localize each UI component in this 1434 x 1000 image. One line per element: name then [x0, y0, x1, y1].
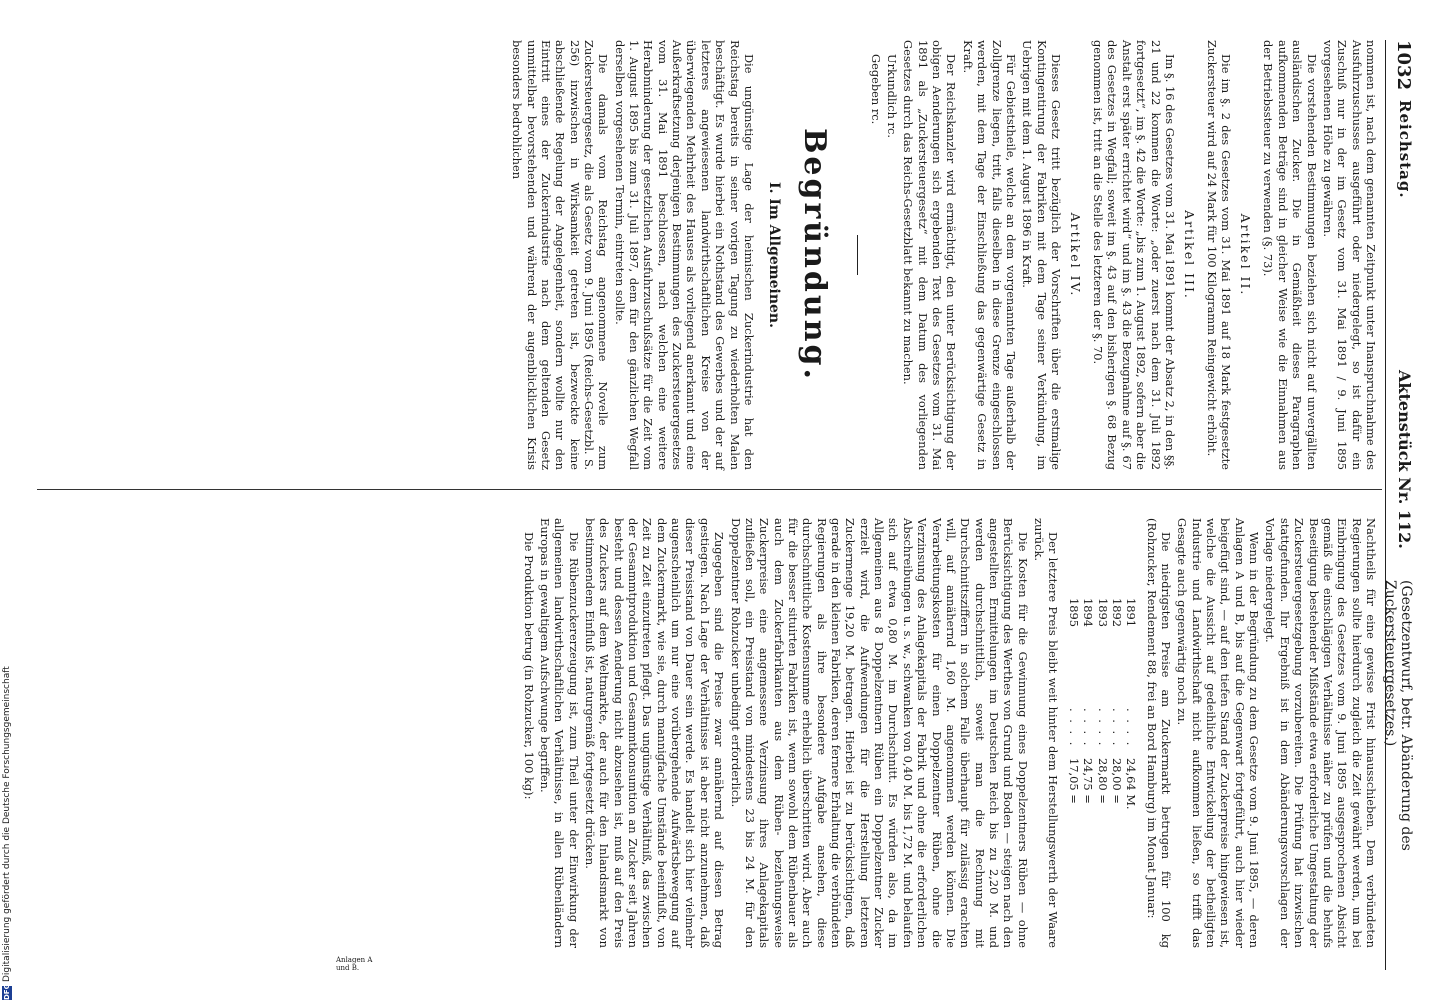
- leader-dots: . . . .: [1124, 708, 1139, 748]
- paragraph: Die Kosten für die Gewinnung eines Doppelzentners Rüben — ohne Berücksichtigung des Werthes von Grund und Boden — steigen nach den angestellten Ermittelungen im Deutschen Reich bis zu 2,20 M. und werden durchschnittlich, soweit man die Rechnung mit Durchschnittsziffern in solchem Falle überhaupt für zulässig erachten will, auf annähernd 1,60 M. angenommen werden können. Die Verarbeitungskosten für einen Doppelzentner Rüben, ohne die Verzinsung des Anlagekapitals der Fabrik und ohne die erforderlichen Abschreibungen u. s. w., schwanken von 0,40 M. bis 1,72 M. und belaufen sich auf etwa 0,80 M. im Durchschnitt. Es würden also, da im Allgemeinen aus 8 Doppelzentnern Rüben ein Doppelzentner Zucker erzielt wird, die Aufwendungen für die Herstellung letzteren Zuckermenge 19,20 M. betragen. Hierbei ist zu berücksichtigen, daß gerade in den kleinen Fabriken, deren fernere Erhaltung die verbündeten Regierungen als ihre besondere Aufgabe ansehen, diese durchschnittliche Kostensumme erheblich überschritten wird. Aber auch für die besser situirten Fabriken ist, wenn sowohl dem Rübenbauer als auch dem Zuckerfabrikanten aus dem Rüben- beziehungsweise Zuckerpreise eine angemessene Verzinsung ihres Anlagekapitals zufließen soll, ein Preisstand von mindestens 23 bis 24 M. für den Doppelzentner Rohzucker unbedingt erforderlich.: [728, 518, 1030, 948]
- paragraph: Für Gebietstheile, welche an dem vorgenannten Tage außerhalb der Zollgrenze liegen, tritt, falls dieselben in diese Grenze eingeschlossen werden, mit dem Tage der Einschließung das gegenwärtige Gesetz in Kraft.: [960, 40, 1018, 470]
- running-header: [1382, 40, 1416, 970]
- paragraph: Die ungünstige Lage der heimischen Zuckerindustrie hat den Reichstag bereits in seiner vorigen Tagung zu wiederholten Malen beschäftigt. Es wurde hierbei ein Nothstand des Gewerbes und der auf letzteres angewiesenen landwirthschaftlichen Kreise von der überwiegenden Mehrheit des Hauses als vorliegend anerkannt und eine Außerkraftsetzung derjenigen Bestimmungen des Zuckersteuergesetzes vom 31. Mai 1891 beschlossen, nach welchen eine weitere Herabminderung der gesetzlichen Ausfuhrzuschußsätze für die Zeit vom 1. August 1895 bis zum 31. Juli 1897, dem für den gänzlichen Wegfall derselben vorgesehenen Termin, eintreten sollte.: [612, 40, 756, 470]
- paragraph: Die im §. 2 des Gesetzes vom 31. Mai 1891 auf 18 Mark festgesetzte Zuckersteuer wird auf 24 Mark für 100 Kilogramm Reingewicht erhöht.: [1205, 40, 1234, 470]
- column-divider: [37, 489, 1382, 490]
- margin-note: Anlagen A und B.: [336, 956, 373, 972]
- paragraph: Die vorstehenden Bestimmungen beziehen sich nicht auf unvergällten ausländischen Zucker. Die in Gemäßheit dieses Paragraphen aufkommenden Beträge sind in gleicher Weise wie die Einnahmen aus der Betriebssteuer zu verwenden (§. 73).: [1261, 40, 1319, 470]
- header-subtitle: (Gesetzentwurf, betr. Abänderung des Zuckersteuergesetzes.): [1382, 580, 1414, 851]
- begruendung-heading: Begründung.: [797, 128, 833, 382]
- paragraph: Die damals vom Reichstag angenommene Novelle zum Zuckersteuergesetz, die als Gesetz vom 9. Juni 1895 (Reichs-Gesetzbl. S. 256) inzwischen in Wirksamkeit getreten ist, bezweckte keine abschließende Regelung der Angelegenheit, sondern wollte nur den Eintritt eines der Zuckerindustrie nach dem geltenden Gesetz unmittelbar bevorstehenden und während der augenblicklichen Krisis besonders bedrohlichen: [510, 40, 611, 470]
- leader-dots: . . . .: [1109, 708, 1124, 748]
- price-value: 17,05 =: [1066, 758, 1081, 804]
- page-number: 1032: [1393, 40, 1414, 91]
- price-year: 1893: [1095, 598, 1110, 627]
- price-row: [1095, 598, 1109, 838]
- article-heading: Artikel II.: [1238, 213, 1254, 297]
- price-row: [1110, 598, 1124, 838]
- price-year: 1891: [1124, 598, 1139, 627]
- price-year: 1892: [1109, 598, 1124, 627]
- price-year: 1894: [1081, 598, 1096, 627]
- paragraph: Nachtheils für eine gewisse Frist hinausschieben. Dem verbündeten Regierungen sollte hierdurch zugleich die Zeit gewährt werden, um bei Einbringung des Gesetzes vom 9. Juni 1895 ausgesprochenen Absicht gemäß die einschlägigen Verhältnisse näher zu prüfen und die behufs Beseitigung bestehender Mißstände etwa erforderliche Umgestaltung der Zuckersteuergesetzgebung vorzubereiten. Die Prüfung hat inzwischen stattgefunden. Ihr Ergebniß ist in dem Abänderungsvorschlagen der Vorlage niedergelegt.: [1263, 518, 1378, 948]
- intro-paragraph: nommen ist, nach dem genannten Zeitpunkt unter Inanspruchnahme des Ausfuhrzuschusses ausgeführt oder niedergelegt, so ist dafür ein Zuschuß nur in der im Gesetz vom 31. Mai 1891 / 9. Juni 1895 vorgesehenen Höhe zu gewähren.: [1320, 40, 1378, 470]
- paragraph: Zugegeben sind die Preise zwar annähernd auf diesen Betrag gestiegen. Nach Lage der Verhältnisse ist aber nicht anzunehmen, daß dieser Preisstand von Dauer sein werde. Es handelt sich hier vielmehr augenscheinlich um nur eine vorübergehende Aufwärtsbewegung auf dem Zuckermarkt, wie sie, durch mannigfache Umstände beeinflußt, von Zeit zu Zeit einzutreten pflegt. Das ungünstige Verhältniß, das zwischen der Gesammtproduktion und Gesammtkonsumtion an Zucker seit Jahren besteht und dessen Aenderung nicht abzusehen ist, muß auf den Preis des Zuckers auf dem Weltmarkte, der auch für den Inlandsmarkt von bestimmendem Einfluß ist, naturgemäß fortgesetzt drücken.: [582, 518, 727, 948]
- leader-dots: . . . .: [1081, 708, 1096, 748]
- paragraph: Dieses Gesetz tritt bezüglich der Vorschriften über die erstmalige Kontingentirung der Fabriken mit dem Tage seiner Verkündung, im Uebrigen mit dem 1. August 1896 in Kraft.: [1020, 40, 1063, 470]
- dfg-logo-icon: DFG: [3, 983, 11, 1000]
- left-column: [508, 40, 1378, 470]
- price-value: 28,80 =: [1095, 758, 1110, 804]
- price-value: 28,00 =: [1109, 758, 1124, 804]
- price-table: [1066, 598, 1138, 948]
- paragraph: Die Produktion betrug (in Rohzucker, 100 kg):: [521, 532, 536, 800]
- price-row: [1124, 598, 1138, 838]
- article-heading: Artikel III.: [1181, 210, 1197, 300]
- article-heading: Artikel IV.: [1067, 212, 1083, 298]
- leader-dots: . . . .: [1095, 708, 1110, 748]
- separator-dash: [857, 235, 858, 275]
- paragraph: Die niedrigsten Preise am Zuckermarkt betrugen für 100 kg (Rohzucker, Rendement 88, frei an Bord Hamburg) im Monat Januar:: [1144, 518, 1173, 948]
- section-heading: I. Im Allgemeinen.: [765, 182, 782, 328]
- price-value: 24,64 M.: [1124, 758, 1139, 810]
- header-rule: [1385, 40, 1386, 970]
- paragraph: Der letztere Preis bleibt weit hinter dem Herstellungswerth der Waare zurück.: [1032, 518, 1061, 948]
- price-value: 24,75 =: [1081, 758, 1096, 804]
- paragraph: Im §. 16 des Gesetzes vom 31. Mai 1891 kommt der Absatz 2, in den §§. 21 und 22 kommen die Worte: „oder zuerst nach dem 31. Juli 1892 fortgesetzt“, im §. 42 die Worte: „bis zum 1. August 1892, sofern aber die Anstalt erst später errichtet wird“ und im §. 43 die Bezugnahme auf §. 67 des Gesetzes in Wegfall; soweit im §. 43 auf den bisherigen §. 68 Bezug genommen ist, tritt an die Stelle des letzteren der §. 70.: [1091, 40, 1177, 470]
- credit-text: Digitalisierung gefördert durch die Deutsche Forschungsgemeinschaft: [2, 666, 12, 982]
- price-row: [1066, 598, 1080, 838]
- leader-dots: . . . .: [1066, 708, 1081, 748]
- paragraph: Der Reichskanzler wird ermächtigt, den unter Berücksichtigung der obigen Aenderungen sich ergebenden Text des Gesetzes vom 31. Mai 1891 als „Zuckersteuergesetz“ mit dem Datum des vorliegenden Gesetzes durch das Reichs-Gesetzblatt bekannt zu machen.: [901, 40, 959, 470]
- price-row: [1081, 598, 1095, 838]
- right-column: [519, 518, 1378, 948]
- paragraph: Wenn in der Begründung zu dem Gesetze vom 9. Juni 1895, — deren Anlagen A und B, bis auf die Gegenwart fortgeführt, auch hier wieder beigefügt sind, — auf den tiefen Stand der Zuckerpreise hingewiesen ist, welche die Aussicht auf gedeihliche Entwickelung der betheiligten Industrie und Landwirthschaft nicht aufkommen ließen, so trifft das Gesagte auch gegenwärtig noch zu.: [1175, 518, 1262, 948]
- price-year: 1895: [1066, 598, 1081, 627]
- paragraph: Die Rübenzuckererzeugung ist, zum Theil unter der Einwirkung der allgemeinen landwirthschaftlichen Verhältnisse, in allen Rübenländern Europas in gewaltigem Aufschwunge begriffen.: [537, 518, 581, 948]
- digitization-credit: [2, 400, 12, 1000]
- urkundlich-line: Urkundlich rc.: [885, 54, 900, 138]
- header-aktenstueck: Aktenstück Nr. 112.: [1395, 370, 1414, 549]
- header-title: Reichstag.: [1396, 100, 1414, 199]
- gegeben-line: Gegeben rc.: [868, 54, 883, 125]
